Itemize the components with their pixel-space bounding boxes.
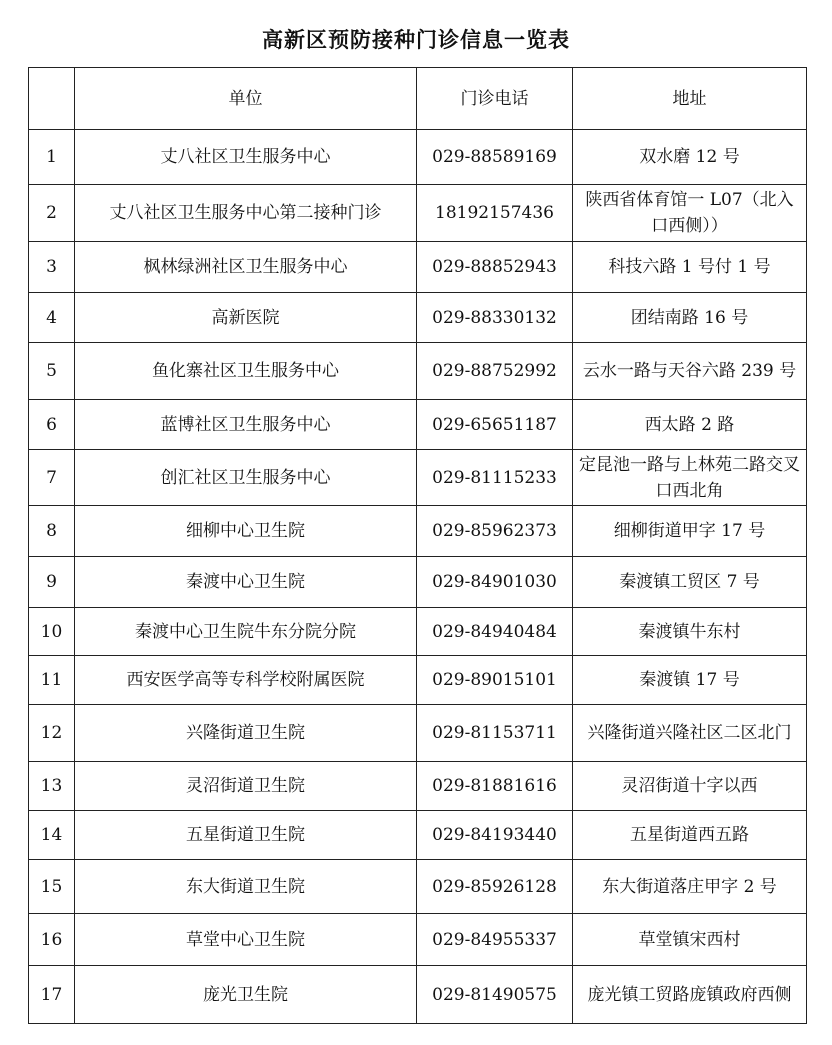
- phone-number: 029-84901030: [417, 557, 573, 608]
- address: 秦渡镇工贸区 7 号: [573, 557, 807, 608]
- phone-number: 029-88752992: [417, 343, 573, 400]
- row-number: 11: [29, 656, 75, 705]
- address: 庞光镇工贸路庞镇政府西侧: [573, 966, 807, 1024]
- table-row: [29, 705, 807, 762]
- unit-name: 秦渡中心卫生院牛东分院分院: [75, 608, 417, 656]
- phone-number: 029-65651187: [417, 400, 573, 450]
- table-row: [29, 914, 807, 966]
- phone-number: 029-89015101: [417, 656, 573, 705]
- header-phone: 门诊电话: [417, 68, 573, 130]
- address: 云水一路与天谷六路 239 号: [573, 343, 807, 400]
- unit-name: 鱼化寨社区卫生服务中心: [75, 343, 417, 400]
- table-row: [29, 242, 807, 293]
- phone-number: 029-84193440: [417, 811, 573, 860]
- address: 定昆池一路与上林苑二路交叉口西北角: [573, 450, 807, 506]
- table-row: [29, 506, 807, 557]
- page-title: 高新区预防接种门诊信息一览表: [262, 28, 570, 52]
- row-number: 7: [29, 450, 75, 506]
- row-number: 1: [29, 130, 75, 185]
- unit-name: 枫林绿洲社区卫生服务中心: [75, 242, 417, 293]
- row-number: 12: [29, 705, 75, 762]
- phone-number: 18192157436: [417, 185, 573, 242]
- address: 草堂镇宋西村: [573, 914, 807, 966]
- address: 细柳街道甲字 17 号: [573, 506, 807, 557]
- clinic-info-table: [28, 67, 807, 1024]
- phone-number: 029-84955337: [417, 914, 573, 966]
- phone-number: 029-81115233: [417, 450, 573, 506]
- unit-name: 蓝博社区卫生服务中心: [75, 400, 417, 450]
- header-address: 地址: [573, 68, 807, 130]
- unit-name: 丈八社区卫生服务中心: [75, 130, 417, 185]
- table-row: [29, 762, 807, 811]
- address: 陕西省体育馆一 L07（北入口西侧））: [573, 185, 807, 242]
- header-no: [29, 68, 75, 130]
- phone-number: 029-81490575: [417, 966, 573, 1024]
- phone-number: 029-81881616: [417, 762, 573, 811]
- address: 西太路 2 路: [573, 400, 807, 450]
- unit-name: 草堂中心卫生院: [75, 914, 417, 966]
- unit-name: 秦渡中心卫生院: [75, 557, 417, 608]
- address: 科技六路 1 号付 1 号: [573, 242, 807, 293]
- phone-number: 029-85962373: [417, 506, 573, 557]
- unit-name: 丈八社区卫生服务中心第二接种门诊: [75, 185, 417, 242]
- phone-number: 029-88589169: [417, 130, 573, 185]
- phone-number: 029-81153711: [417, 705, 573, 762]
- row-number: 17: [29, 966, 75, 1024]
- row-number: 9: [29, 557, 75, 608]
- phone-number: 029-88852943: [417, 242, 573, 293]
- row-number: 2: [29, 185, 75, 242]
- table-row: [29, 293, 807, 343]
- row-number: 4: [29, 293, 75, 343]
- phone-number: 029-85926128: [417, 860, 573, 914]
- row-number: 6: [29, 400, 75, 450]
- address: 秦渡镇 17 号: [573, 656, 807, 705]
- address: 秦渡镇牛东村: [573, 608, 807, 656]
- unit-name: 东大街道卫生院: [75, 860, 417, 914]
- row-number: 15: [29, 860, 75, 914]
- unit-name: 五星街道卫生院: [75, 811, 417, 860]
- table-row: [29, 400, 807, 450]
- address: 五星街道西五路: [573, 811, 807, 860]
- row-number: 16: [29, 914, 75, 966]
- table-row: [29, 185, 807, 242]
- phone-number: 029-88330132: [417, 293, 573, 343]
- address: 东大街道落庄甲字 2 号: [573, 860, 807, 914]
- table-row: [29, 343, 807, 400]
- row-number: 10: [29, 608, 75, 656]
- header-unit: 单位: [75, 68, 417, 130]
- row-number: 14: [29, 811, 75, 860]
- unit-name: 创汇社区卫生服务中心: [75, 450, 417, 506]
- unit-name: 灵沼街道卫生院: [75, 762, 417, 811]
- row-number: 8: [29, 506, 75, 557]
- table-row: [29, 656, 807, 705]
- table-row: [29, 557, 807, 608]
- table-row: [29, 608, 807, 656]
- table-row: [29, 450, 807, 506]
- table-row: [29, 860, 807, 914]
- address: 团结南路 16 号: [573, 293, 807, 343]
- unit-name: 西安医学高等专科学校附属医院: [75, 656, 417, 705]
- table-row: [29, 966, 807, 1024]
- row-number: 5: [29, 343, 75, 400]
- phone-number: 029-84940484: [417, 608, 573, 656]
- table-header-row: [29, 68, 807, 130]
- row-number: 13: [29, 762, 75, 811]
- address: 灵沼街道十字以西: [573, 762, 807, 811]
- table-row: [29, 130, 807, 185]
- unit-name: 细柳中心卫生院: [75, 506, 417, 557]
- address: 双水磨 12 号: [573, 130, 807, 185]
- address: 兴隆街道兴隆社区二区北门: [573, 705, 807, 762]
- unit-name: 庞光卫生院: [75, 966, 417, 1024]
- row-number: 3: [29, 242, 75, 293]
- unit-name: 高新医院: [75, 293, 417, 343]
- table-row: [29, 811, 807, 860]
- unit-name: 兴隆街道卫生院: [75, 705, 417, 762]
